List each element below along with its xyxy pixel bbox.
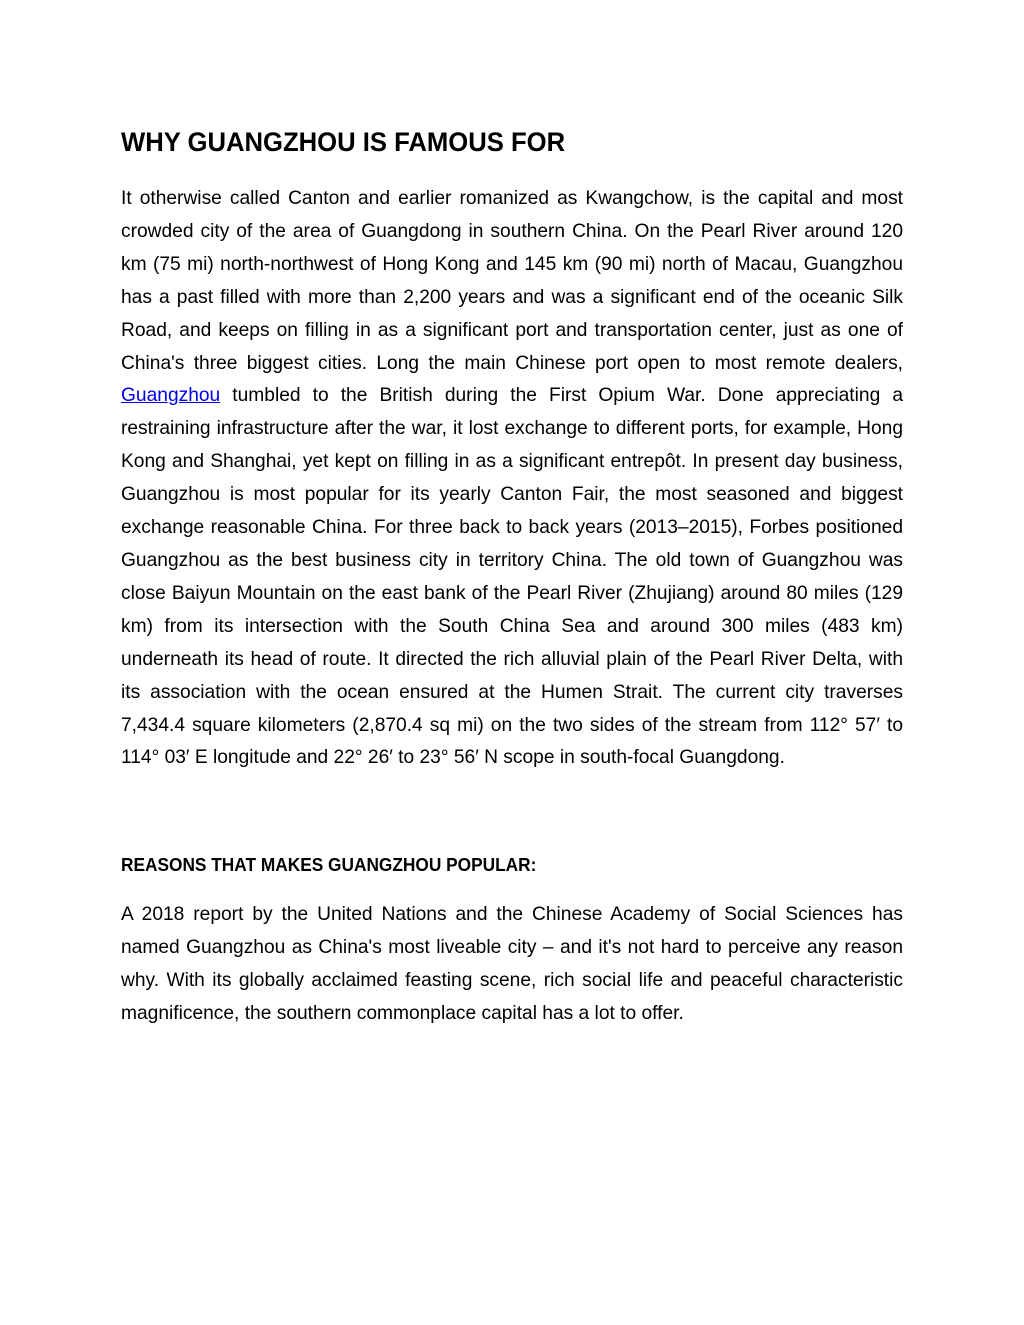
document-page xyxy=(121,118,903,1031)
page-title: WHY GUANGZHOU IS FAMOUS FOR xyxy=(121,127,566,157)
intro-paragraph xyxy=(121,183,903,775)
section-heading: REASONS THAT MAKES GUANGZHOU POPULAR: xyxy=(121,855,537,876)
intro-text-after-link: tumbled to the British during the First Opium War. Done appreciating a restraining infrastructure after the war, it lost exchange to different ports, for example, Hong Kong and Shanghai, yet kept on filling in as a significant entrepôt. In present day business, Guangzhou is most popular for its yearly Canton Fair, the most seasoned and biggest exchange reasonable China. For three back to back years (2013–2015), Forbes positioned Guangzhou as the best business city in territory China. The old town of Guangzhou was close Baiyun Mountain on the east bank of the Pearl River (Zhujiang) around 80 miles (129 km) from its intersection with the South China Sea and around 300 miles (483 km) underneath its head of route. It directed the rich alluvial plain of the Pearl River Delta, with its association with the ocean ensured at the Humen Strait. The current city traverses 7,434.4 square kilometers (2,870.4 sq mi) on the two sides of the stream from 112° 57′ to 114° 03′ E longitude and 22° 26′ to 23° 56′ N scope in south-focal Guangdong. xyxy=(121,385,903,769)
intro-text-before-link: It otherwise called Canton and earlier romanized as Kwangchow, is the capital and most crowded city of the area of Guangdong in southern China. On the Pearl River around 120 km (75 mi) north-northwest of Hong Kong and 145 km (90 mi) north of Macau, Guangzhou has a past filled with more than 2,200 years and was a significant end of the oceanic Silk Road, and keeps on filling in as a significant port and transportation center, just as one of China's three biggest cities. Long the main Chinese port open to most remote dealers, xyxy=(121,188,903,374)
guangzhou-link[interactable]: Guangzhou xyxy=(121,385,221,407)
reasons-paragraph: A 2018 report by the United Nations and the Chinese Academy of Social Sciences has named Guangzhou as China's most liveable city – and it's not hard to perceive any reason why. With its globally acclaimed feasting scene, rich social life and peaceful characteristic magnificence, the southern commonplace capital has a lot to offer. xyxy=(121,904,903,1025)
